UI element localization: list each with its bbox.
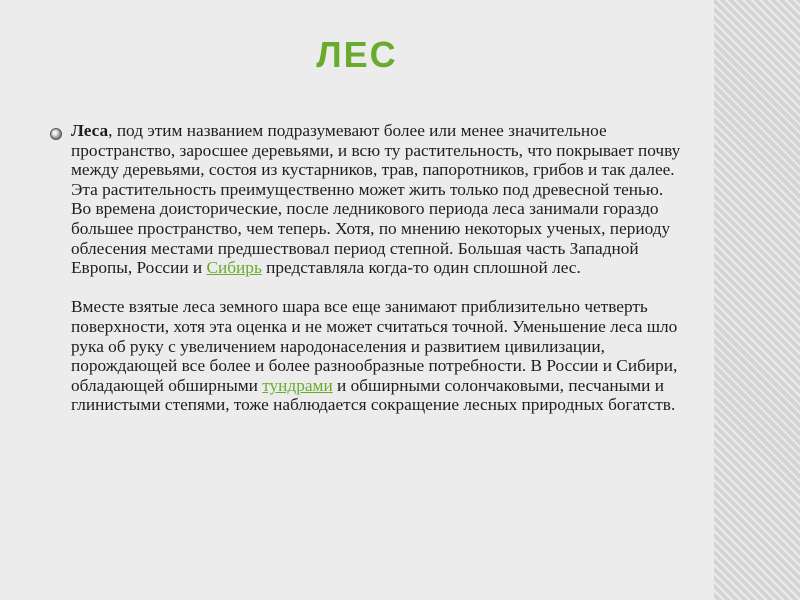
decorative-side-strip: [714, 0, 800, 600]
paragraph-2: [71, 297, 681, 415]
paragraph-2-text-a: Вместе взятые леса земного шара все еще занимают приблизительно четверть поверхности, хотя эта оценка и не может считаться точной. Уменьшение леса шло рука об руку с увеличением народонаселения и развитием цивилизации, порождающей все более и более разнообразные потребности. В России и Сибири, обладающей обширными: [71, 297, 678, 395]
lead-term: Леса: [71, 121, 109, 140]
slide-title: ЛЕС: [316, 34, 398, 75]
round-bullet-icon: [50, 128, 62, 140]
paragraph-1: [71, 121, 681, 278]
paragraph-1-text-a: , под этим названием подразумевают более или менее значительное пространство, заросшее деревьями, и всю ту растительность, что покрывает почву между деревьями, состоя из кустарников, трав, папоротников, грибов и так далее. Эта растительность преимущественно может жить только под древесной тенью. Во времена доисторические, после ледникового периода леса занимали гораздо большее пространство, чем теперь. Хотя, по мнению некоторых ученых, периоду облесения местами предшествовал период степной. Большая часть Западной Европы, России и: [71, 121, 681, 278]
tundra-link[interactable]: тундрами: [262, 375, 333, 395]
siberia-link[interactable]: Сибирь: [206, 258, 262, 278]
paragraph-1-text-b: представляла когда-то один сплошной лес.: [261, 258, 581, 278]
slide-body-text: [71, 121, 681, 415]
paragraph-2-text-b: и обширными солончаковыми, песчаными и глинистыми степями, тоже наблюдается сокращение лесных природных богатств.: [71, 375, 676, 415]
